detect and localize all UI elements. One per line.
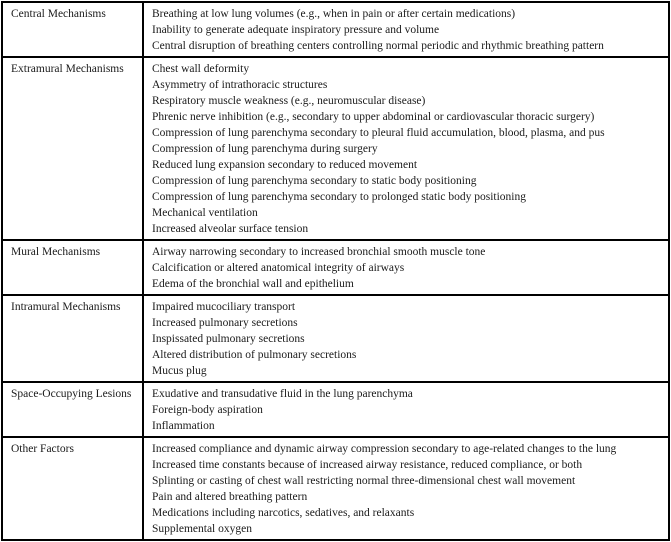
category-cell bbox=[2, 240, 143, 295]
item-line: Inspissated pulmonary secretions bbox=[152, 333, 305, 345]
category-cell bbox=[2, 437, 143, 540]
item-line: Increased compliance and dynamic airway compression secondary to age-related changes to the lung bbox=[152, 443, 617, 455]
item-line: Reduced lung expansion secondary to reduced movement bbox=[152, 159, 418, 171]
item-line: Increased pulmonary secretions bbox=[152, 317, 298, 329]
table-row bbox=[2, 295, 669, 382]
item-line: Asymmetry of intrathoracic structures bbox=[152, 79, 328, 91]
item-line: Inflammation bbox=[152, 420, 215, 432]
category-label: Other Factors bbox=[11, 443, 74, 455]
category-label: Central Mechanisms bbox=[11, 8, 106, 20]
category-cell bbox=[2, 382, 143, 437]
item-line: Medications including narcotics, sedatives, and relaxants bbox=[152, 507, 415, 519]
item-line: Supplemental oxygen bbox=[152, 523, 252, 535]
item-line: Calcification or altered anatomical integrity of airways bbox=[152, 262, 405, 274]
table-row bbox=[2, 437, 669, 540]
item-line: Central disruption of breathing centers controlling normal periodic and rhythmic breathing pattern bbox=[152, 40, 604, 52]
item-line: Edema of the bronchial wall and epithelium bbox=[152, 278, 354, 290]
mechanisms-table-body bbox=[2, 2, 669, 540]
items-cell bbox=[143, 57, 669, 240]
table-row bbox=[2, 57, 669, 240]
item-line: Mucus plug bbox=[152, 365, 207, 377]
category-cell bbox=[2, 295, 143, 382]
items-cell bbox=[143, 437, 669, 540]
items-cell bbox=[143, 240, 669, 295]
item-line: Increased time constants because of increased airway resistance, reduced compliance, or both bbox=[152, 459, 583, 471]
items-cell bbox=[143, 2, 669, 57]
item-line: Phrenic nerve inhibition (e.g., secondary to upper abdominal or cardiovascular thoracic surgery) bbox=[152, 111, 595, 123]
item-line: Chest wall deformity bbox=[152, 63, 250, 75]
item-line: Compression of lung parenchyma secondary to prolonged static body positioning bbox=[152, 191, 527, 203]
item-line: Mechanical ventilation bbox=[152, 207, 258, 219]
category-label: Space-Occupying Lesions bbox=[11, 388, 132, 400]
item-line: Exudative and transudative fluid in the lung parenchyma bbox=[152, 388, 413, 400]
item-line: Compression of lung parenchyma during surgery bbox=[152, 143, 378, 155]
item-line: Impaired mucociliary transport bbox=[152, 301, 296, 313]
item-line: Respiratory muscle weakness (e.g., neuromuscular disease) bbox=[152, 95, 426, 107]
item-line: Compression of lung parenchyma secondary to static body positioning bbox=[152, 175, 477, 187]
category-label: Mural Mechanisms bbox=[11, 246, 101, 258]
item-line: Splinting or casting of chest wall restricting normal three-dimensional chest wall movement bbox=[152, 475, 576, 487]
items-cell bbox=[143, 295, 669, 382]
category-cell bbox=[2, 57, 143, 240]
item-line: Foreign-body aspiration bbox=[152, 404, 263, 416]
table-row bbox=[2, 240, 669, 295]
item-line: Airway narrowing secondary to increased bronchial smooth muscle tone bbox=[152, 246, 486, 258]
item-line: Pain and altered breathing pattern bbox=[152, 491, 308, 503]
category-label: Extramural Mechanisms bbox=[11, 63, 124, 75]
table-row bbox=[2, 2, 669, 57]
item-line: Breathing at low lung volumes (e.g., when in pain or after certain medications) bbox=[152, 8, 516, 20]
item-line: Inability to generate adequate inspiratory pressure and volume bbox=[152, 24, 440, 36]
mechanisms-table bbox=[1, 1, 670, 541]
item-line: Increased alveolar surface tension bbox=[152, 223, 309, 235]
category-cell bbox=[2, 2, 143, 57]
item-line: Altered distribution of pulmonary secretions bbox=[152, 349, 357, 361]
table-row bbox=[2, 382, 669, 437]
item-line: Compression of lung parenchyma secondary to pleural fluid accumulation, blood, plasma, and pus bbox=[152, 127, 605, 139]
category-label: Intramural Mechanisms bbox=[11, 301, 121, 313]
items-cell bbox=[143, 382, 669, 437]
